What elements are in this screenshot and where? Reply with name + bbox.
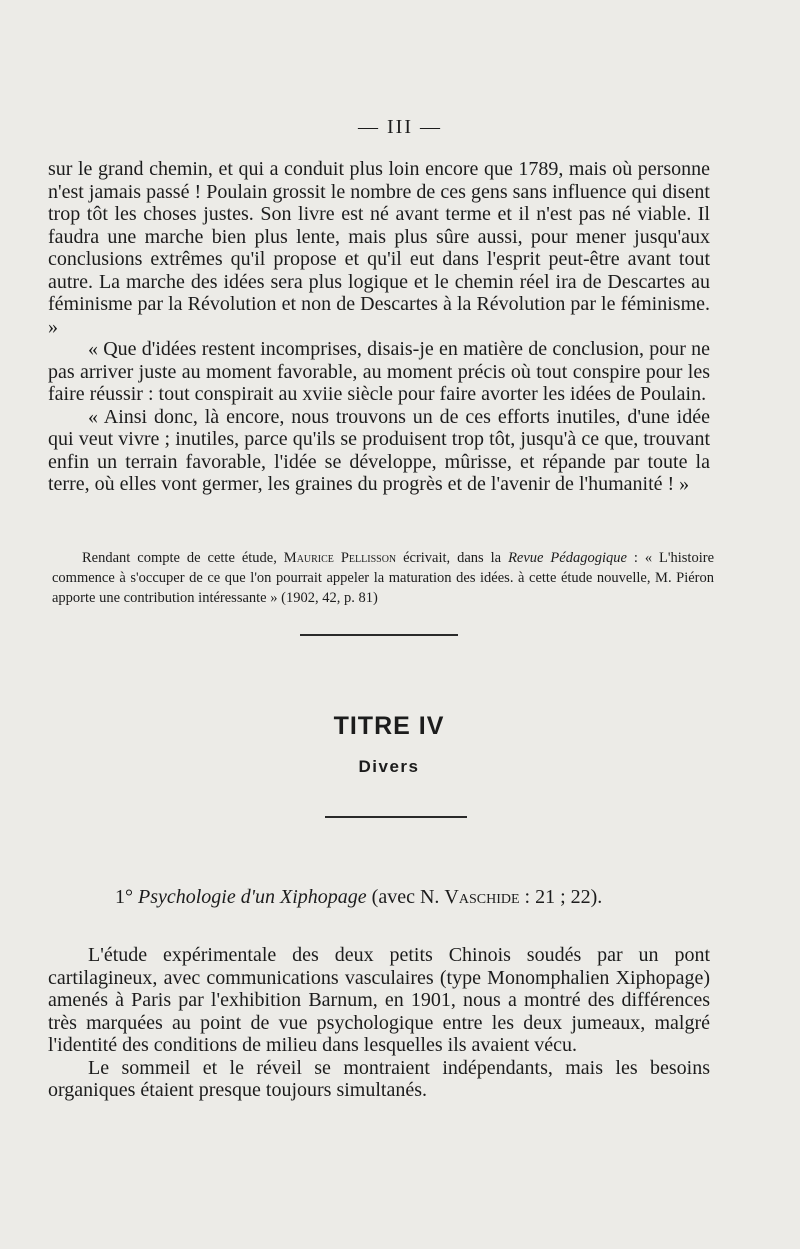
- paragraph: « Que d'idées restent incomprises, disais-je en matière de conclusion, pour ne pas arriver juste au moment favorable, au moment précis où tout conspire pour les faire réussir : tout conspirait au xviie siècle pour faire avorter les idées de Poulain.: [48, 338, 710, 405]
- footnote-part: : « L'histoire commence à s'occuper de ce que l'on pourrait appeler la maturation des idées. à cette étude nouvelle, M. Piéron apporte une contribution intéressante » (1902, 42, p. 81): [52, 550, 715, 606]
- footnote-text: [52, 548, 714, 608]
- section-heading: [115, 886, 715, 909]
- part-title: TITRE IV: [333, 712, 445, 740]
- paragraph: sur le grand chemin, et qui a conduit plus loin encore que 1789, mais où personne n'est jamais passé ! Poulain grossit le nombre de ces gens sans influence qui disent trop tôt les choses justes. Son livre est né avant terme et il n'est pas né viable. Il faudra une marche bien plus lente, mais plus sûre aussi, pour mener jusqu'aux conclusions extrêmes qu'il propose et qu'il eut dans l'esprit peut-être avant tout autre. La marche des idées sera plus logique et le chemin réel ira de Descartes au féminisme par la Révolution et non de Descartes à la Révolution par le féminisme. »: [48, 158, 710, 338]
- paragraph: L'étude expérimentale des deux petits Chinois soudés par un pont cartilagineux, avec communications vasculaires (type Monomphalien Xiphopage) amenés à Paris par l'exhibition Barnum, en 1901, nous a montré des différences très marquées au point de vue psychologique entre les deux jumeaux, malgré l'identité des conditions de milieu dans lesquelles ils avaient vécu.: [48, 944, 710, 1056]
- divider: [300, 634, 458, 636]
- footnote-journal: Revue Pédagogique: [508, 550, 627, 566]
- footnote: [52, 548, 714, 608]
- paragraph: « Ainsi donc, là encore, nous trouvons un de ces efforts inutiles, d'une idée qui veut vivre ; inutiles, parce qu'ils se produisent trop tôt, jusqu'à ce que, trouvant enfin un terrain favorable, l'idée se développe, mûrisse, et répande par toute la terre, où elles vont germer, les graines du progrès et de l'avenir de l'humanité ! »: [48, 405, 710, 495]
- text-block-bottom: [48, 944, 710, 1102]
- section-with: (avec N.: [366, 886, 445, 908]
- text-block-top: [48, 158, 710, 496]
- section-number: 1°: [115, 886, 138, 908]
- section-coauthor: Vaschide: [444, 886, 520, 908]
- divider: [325, 816, 467, 818]
- section-refs: : 21 ; 22).: [519, 886, 603, 908]
- page-number: — III —: [358, 116, 442, 138]
- paragraph: Le sommeil et le réveil se montraient indépendants, mais les besoins organiques étaient presque toujours simultanés.: [48, 1056, 710, 1101]
- footnote-part: écrivait, dans la: [396, 550, 509, 566]
- section-title: Psychologie d'un Xiphopage: [138, 886, 367, 908]
- footnote-author: Maurice Pellisson: [283, 550, 397, 566]
- part-subtitle: Divers: [358, 757, 420, 776]
- footnote-part: Rendant compte de cette étude,: [82, 550, 284, 566]
